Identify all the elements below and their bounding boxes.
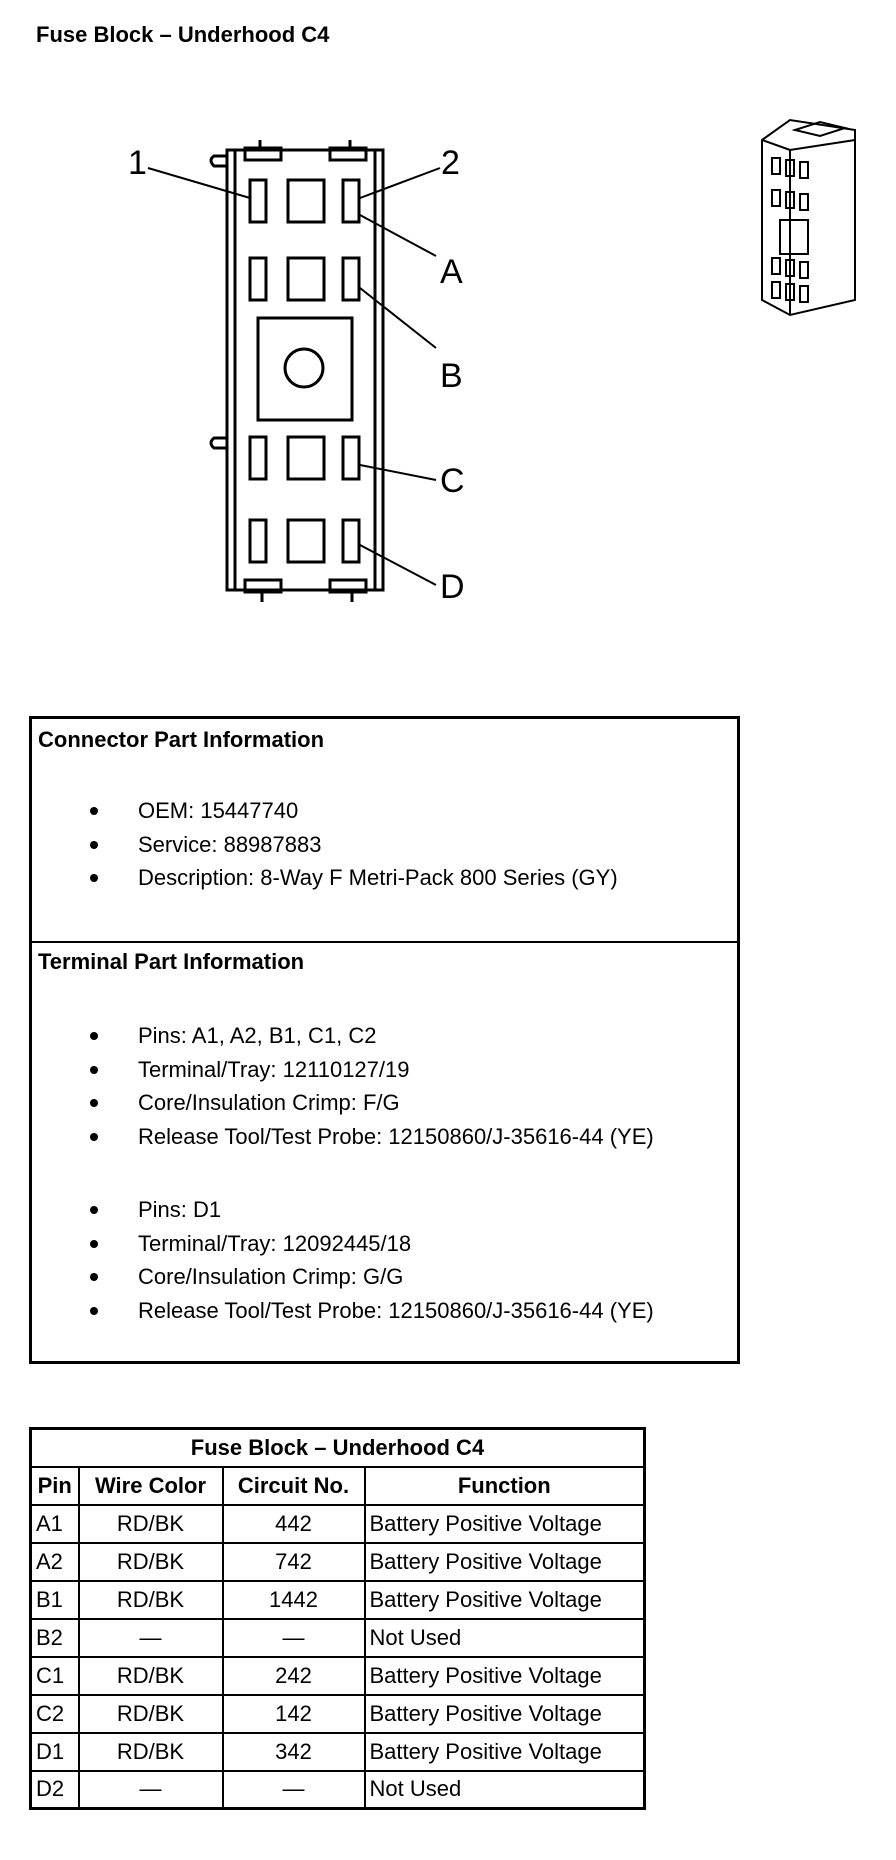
cell-circuit-no: 1442	[223, 1581, 365, 1619]
table-row	[31, 1619, 645, 1657]
header-pin: Pin	[31, 1467, 79, 1505]
list-item: Core/Insulation Crimp: F/G	[32, 1086, 737, 1120]
cell-circuit-no: —	[223, 1619, 365, 1657]
list-item: Service: 88987883	[32, 828, 737, 862]
cell-wire-color: RD/BK	[79, 1581, 223, 1619]
list-item: Terminal/Tray: 12110127/19	[32, 1053, 737, 1087]
cell-wire-color: RD/BK	[79, 1657, 223, 1695]
table-row	[31, 1771, 645, 1809]
cavity-a2	[343, 180, 359, 222]
list-item: Release Tool/Test Probe: 12150860/J-35616-44 (YE)	[32, 1294, 737, 1328]
list-item: Description: 8-Way F Metri-Pack 800 Series (GY)	[32, 861, 737, 895]
callout-c: C	[440, 462, 465, 500]
cavity-b2	[343, 258, 359, 300]
page-title: Fuse Block – Underhood C4	[36, 22, 330, 47]
cavity-c2	[343, 437, 359, 479]
table-row	[31, 1695, 645, 1733]
terminal-info-list-1	[32, 1019, 737, 1153]
cavity-center-2	[288, 258, 324, 300]
cell-wire-color: RD/BK	[79, 1733, 223, 1771]
list-item: Pins: D1	[32, 1193, 737, 1227]
pin-table	[29, 1427, 646, 1810]
cell-function: Battery Positive Voltage	[365, 1581, 645, 1619]
callout-2: 2	[441, 144, 460, 182]
cell-pin: B2	[31, 1619, 79, 1657]
table-row	[31, 1581, 645, 1619]
cell-wire-color: —	[79, 1619, 223, 1657]
cell-circuit-no: 442	[223, 1505, 365, 1543]
callout-a: A	[440, 253, 463, 291]
cavity-a1	[250, 180, 266, 222]
header-function: Function	[365, 1467, 645, 1505]
header-circuit-no: Circuit No.	[223, 1467, 365, 1505]
cell-circuit-no: —	[223, 1771, 365, 1809]
connector-iso-view	[762, 120, 855, 315]
connector-info-section	[32, 719, 737, 943]
table-row	[31, 1505, 645, 1543]
cell-pin: D1	[31, 1733, 79, 1771]
terminal-info-title: Terminal Part Information	[38, 949, 305, 974]
connector-diagram	[0, 0, 896, 640]
terminal-info-section	[32, 941, 737, 1361]
cavity-c1	[250, 437, 266, 479]
cell-function: Battery Positive Voltage	[365, 1543, 645, 1581]
cell-wire-color: RD/BK	[79, 1505, 223, 1543]
cell-function: Battery Positive Voltage	[365, 1505, 645, 1543]
cell-wire-color: RD/BK	[79, 1695, 223, 1733]
cavity-b1	[250, 258, 266, 300]
callout-b: B	[440, 357, 463, 395]
center-block	[258, 318, 352, 420]
terminal-info-list-2	[32, 1193, 737, 1327]
cavity-center-3	[288, 437, 324, 479]
list-item: Core/Insulation Crimp: G/G	[32, 1260, 737, 1294]
cell-pin: A1	[31, 1505, 79, 1543]
cell-function: Not Used	[365, 1619, 645, 1657]
list-item: Pins: A1, A2, B1, C1, C2	[32, 1019, 737, 1053]
cell-function: Not Used	[365, 1771, 645, 1809]
cell-circuit-no: 242	[223, 1657, 365, 1695]
table-title: Fuse Block – Underhood C4	[31, 1429, 645, 1467]
cavity-d2	[343, 520, 359, 562]
header-wire-color: Wire Color	[79, 1467, 223, 1505]
table-row	[31, 1543, 645, 1581]
center-hole	[285, 349, 323, 387]
cell-function: Battery Positive Voltage	[365, 1695, 645, 1733]
cell-circuit-no: 142	[223, 1695, 365, 1733]
cell-wire-color: —	[79, 1771, 223, 1809]
connector-info-title: Connector Part Information	[38, 727, 325, 752]
list-item: OEM: 15447740	[32, 794, 737, 828]
connector-info-list	[32, 794, 737, 895]
list-item: Release Tool/Test Probe: 12150860/J-35616-44 (YE)	[32, 1120, 737, 1154]
cavity-center-4	[288, 520, 324, 562]
callout-1: 1	[128, 144, 147, 182]
cell-circuit-no: 342	[223, 1733, 365, 1771]
cell-function: Battery Positive Voltage	[365, 1733, 645, 1771]
cell-circuit-no: 742	[223, 1543, 365, 1581]
cell-pin: A2	[31, 1543, 79, 1581]
cell-pin: C2	[31, 1695, 79, 1733]
cell-function: Battery Positive Voltage	[365, 1657, 645, 1695]
part-info-box	[29, 716, 740, 1364]
list-item: Terminal/Tray: 12092445/18	[32, 1227, 737, 1261]
cell-pin: D2	[31, 1771, 79, 1809]
cell-wire-color: RD/BK	[79, 1543, 223, 1581]
table-row	[31, 1657, 645, 1695]
cell-pin: C1	[31, 1657, 79, 1695]
cell-pin: B1	[31, 1581, 79, 1619]
callout-d: D	[440, 568, 465, 606]
cavity-d1	[250, 520, 266, 562]
cavity-center-1	[288, 180, 324, 222]
table-row	[31, 1733, 645, 1771]
